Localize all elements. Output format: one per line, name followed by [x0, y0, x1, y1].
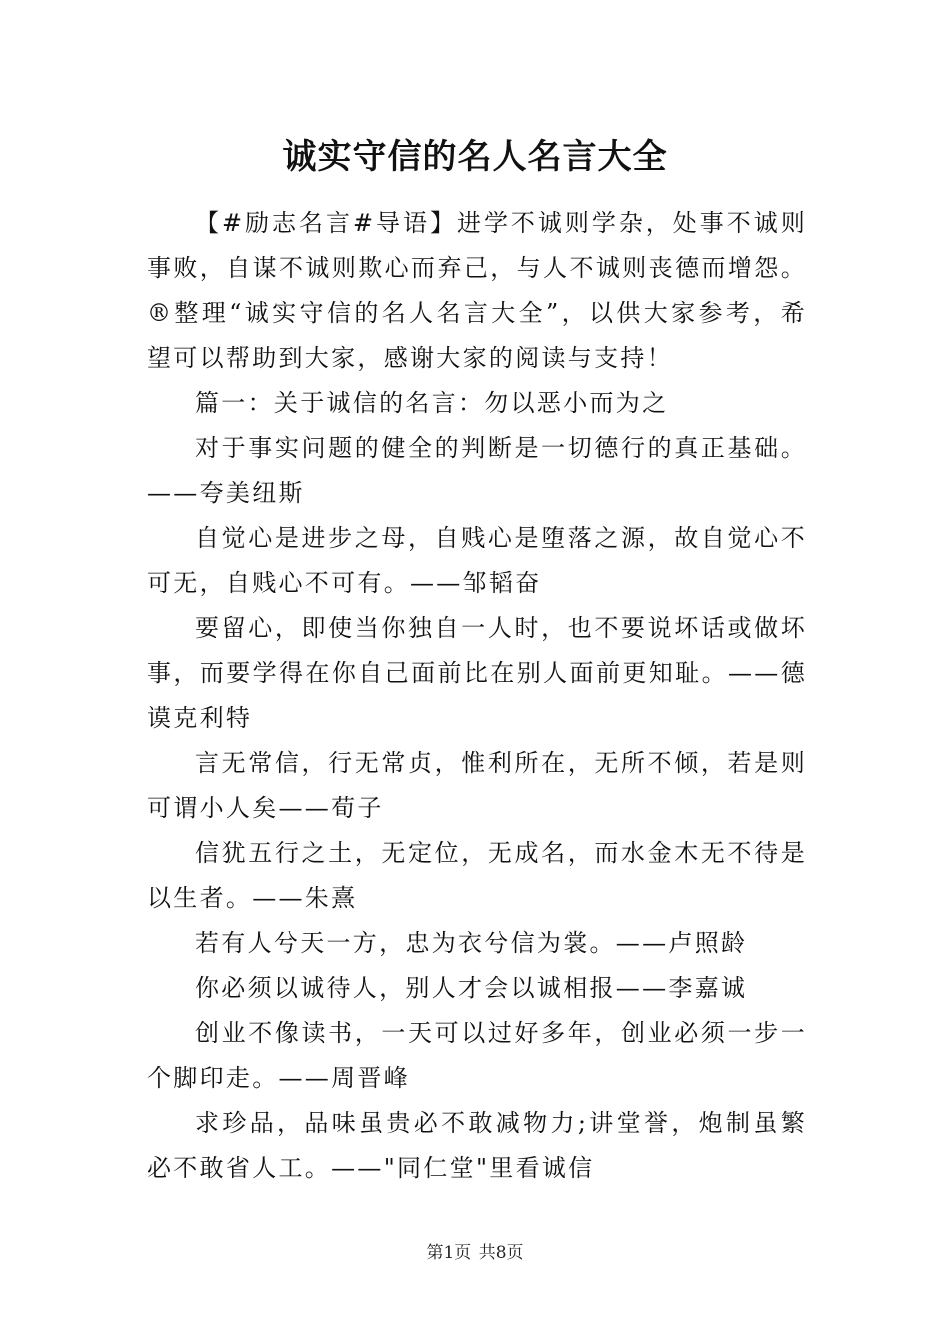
- quote-paragraph: 求珍品，品味虽贵必不敢减物力;讲堂誉，炮制虽繁必不敢省人工。——"同仁堂"里看诚信: [147, 1109, 807, 1182]
- document-title: 诚实守信的名人名言大全: [282, 137, 668, 177]
- document-body: [147, 201, 807, 1191]
- section-heading: 篇一：关于诚信的名言：勿以恶小而为之: [195, 389, 669, 417]
- quote-paragraph: 自觉心是进步之母，自贱心是堕落之源，故自觉心不可无，自贱心不可有。——邹韬奋: [147, 524, 807, 597]
- quote-paragraph: 信犹五行之土，无定位，无成名，而水金木无不待是以生者。——朱熹: [147, 839, 807, 912]
- quote-paragraph: 对于事实问题的健全的判断是一切德行的真正基础。——夸美纽斯: [147, 434, 807, 507]
- intro-paragraph: 【#励志名言#导语】进学不诚则学杂，处事不诚则事败，自谋不诚则欺心而弃己，与人不诚则丧德而增怨。®整理“诚实守信的名人名言大全”，以供大家参考，希望可以帮助到大家，感谢大家的阅读与支持！: [147, 209, 807, 372]
- quote-paragraph: 言无常信，行无常贞，惟利所在，无所不倾，若是则可谓小人矣——荀子: [147, 749, 807, 822]
- quote-paragraph: 创业不像读书，一天可以过好多年，创业必须一步一个脚印走。——周晋峰: [147, 1019, 807, 1092]
- quote-paragraph: 要留心，即使当你独自一人时，也不要说坏话或做坏事，而要学得在你自己面前比在别人面前更知耻。——德谟克利特: [147, 614, 807, 732]
- quote-paragraph: 若有人兮天一方，忠为衣兮信为裳。——卢照龄: [195, 929, 748, 957]
- page-footer: 第1页 共8页: [426, 1243, 524, 1263]
- quote-paragraph: 你必须以诚待人，别人才会以诚相报——李嘉诚: [195, 974, 748, 1002]
